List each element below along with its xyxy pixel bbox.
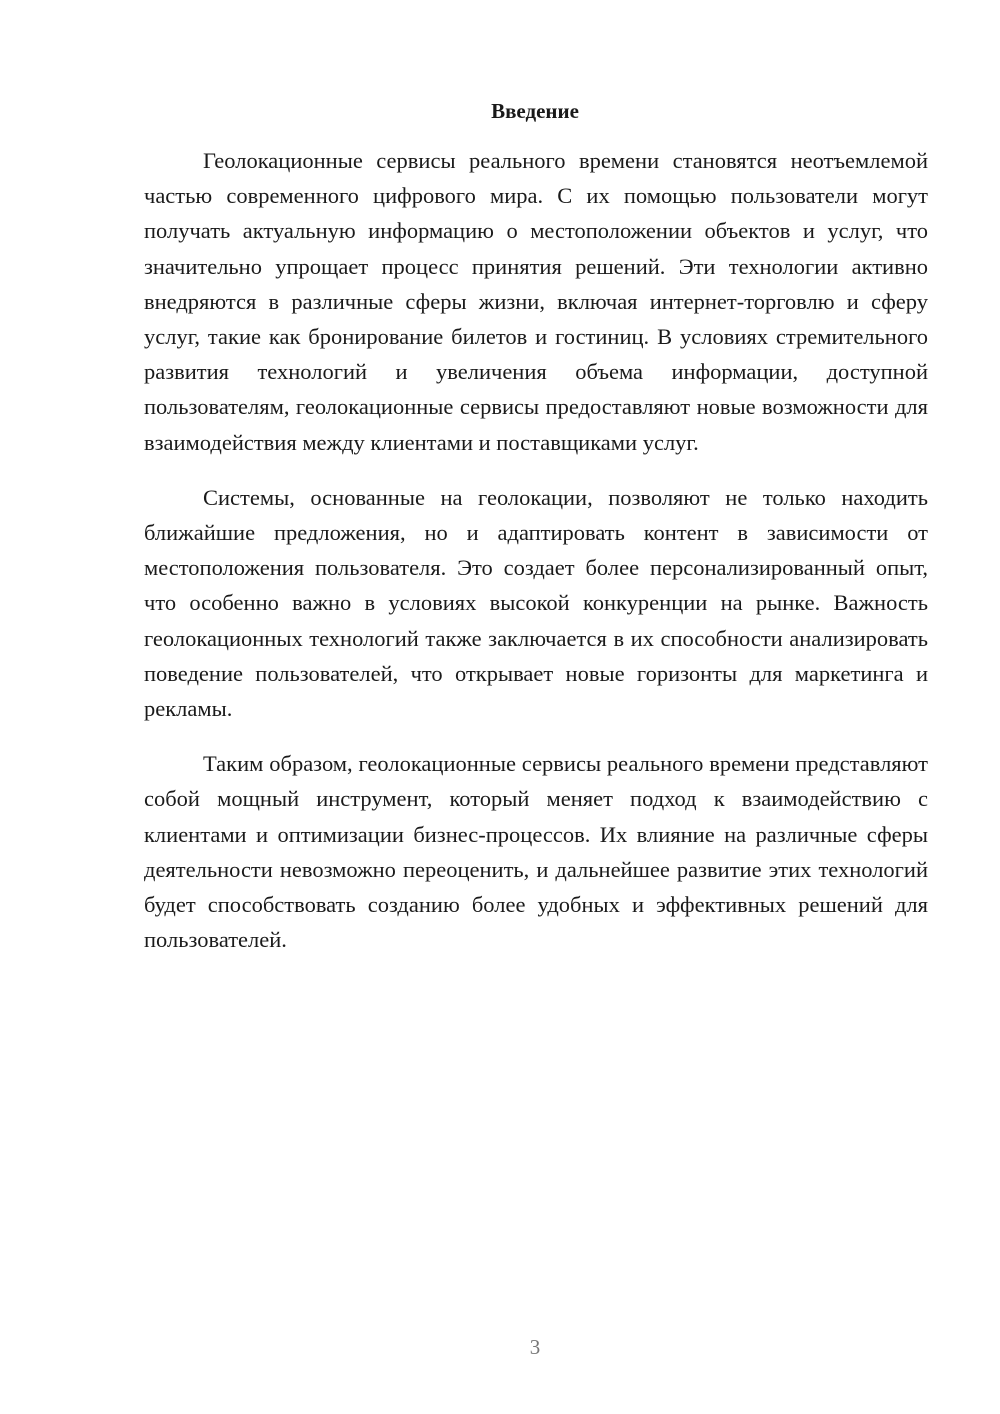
paragraph-2: Системы, основанные на геолокации, позволяют не только находить ближайшие предложения, но и адаптировать контент в зависимости от местоположения пользователя. Это создает более персонализированный опыт, что особенно важно в условиях высокой конкуренции на рынке. Важность геолокационных технологий также заключается в их способности анализировать поведение пользователей, что открывает новые горизонты для маркетинга и рекламы. [144, 484, 928, 722]
paragraph-3: Таким образом, геолокационные сервисы реального времени представляют собой мощный инструмент, который меняет подход к взаимодействию с клиентами и оптимизации бизнес-процессов. Их влияние на различные сферы деятельности невозможно переоценить, и дальнейшее развитие этих технологий будет способствовать созданию более удобных и эффективных решений для пользователей. [144, 751, 928, 953]
section-title: Введение [491, 99, 579, 123]
paragraph-1: Геолокационные сервисы реального времени становятся неотъемлемой частью современного цифрового мира. С их помощью пользователи могут получать актуальную информацию о местоположении объектов и услуг, что значительно упрощает процесс принятия решений. Эти технологии активно внедряются в различные сферы жизни, включая интернет-торговлю и сферу услуг, такие как бронирование билетов и гостиниц. В условиях стремительного развития технологий и увеличения объема информации, доступной пользователям, геолокационные сервисы предоставляют новые возможности для взаимодействия между клиентами и поставщиками услуг. [144, 148, 928, 455]
page-number: 3 [529, 1335, 541, 1359]
body-text [144, 143, 928, 977]
